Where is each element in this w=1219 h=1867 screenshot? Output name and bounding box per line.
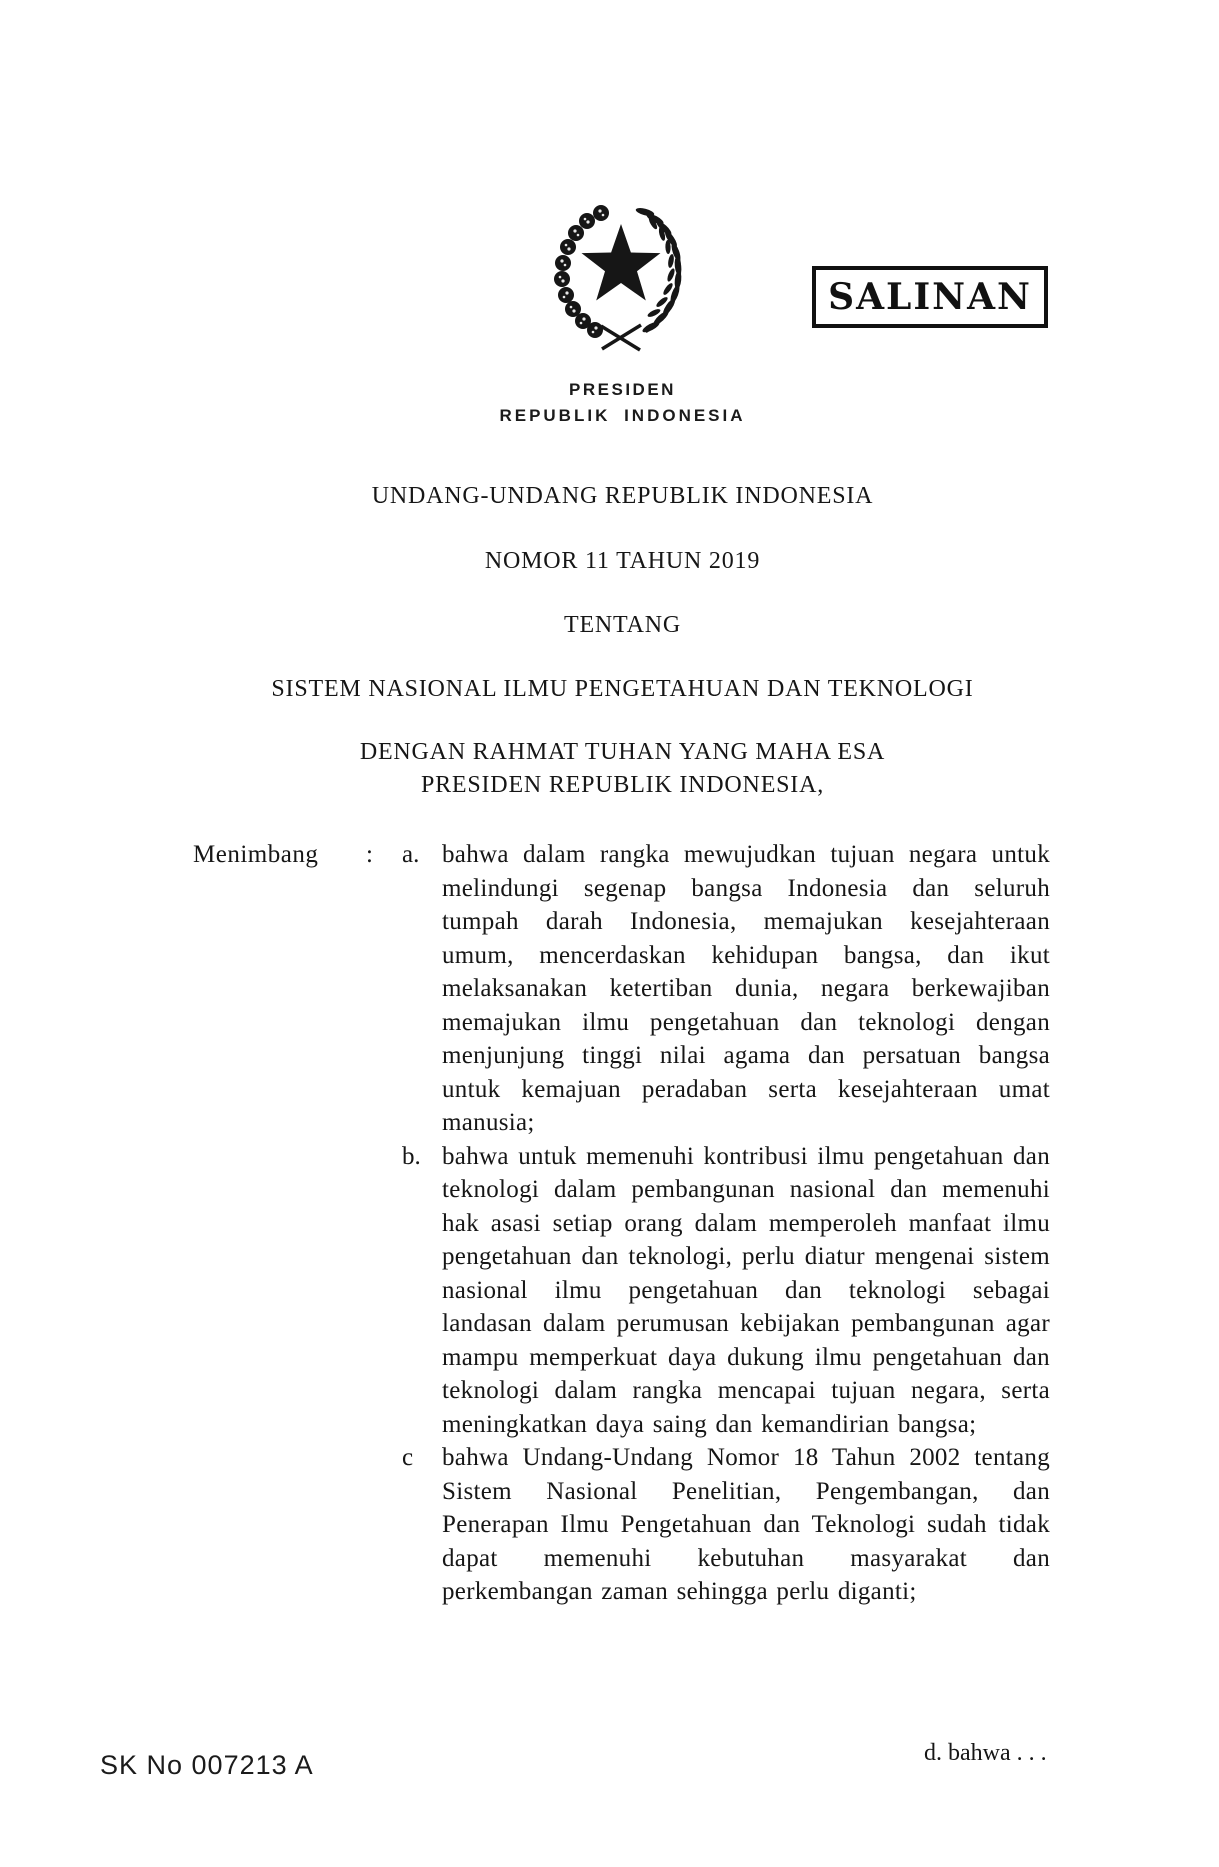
star-wreath-icon: [545, 197, 697, 357]
sk-number: SK No 007213 A: [100, 1750, 314, 1780]
catchword: d. bahwa . . .: [924, 1740, 1047, 1766]
letterhead-presiden: PRESIDEN: [569, 380, 676, 399]
item-marker: c: [402, 1444, 414, 1471]
star-icon: [582, 224, 661, 301]
laurel-branch-icon: [635, 206, 682, 334]
salinan-label: SALINAN: [828, 276, 1032, 318]
cotton-branch-icon: [554, 205, 609, 338]
crossed-stems-icon: [601, 325, 641, 350]
doc-tentang: TENTANG: [564, 612, 681, 638]
considerans-item-a: [402, 838, 1050, 1140]
item-text: bahwa Undang-Undang Nomor 18 Tahun 2002 tentang Sistem Nasional Penelitian, Pengembangan, dan Penerapan Ilmu Pengetahuan dan Teknologi sudah tidak dapat memenuhi kebutuhan masyarakat dan perkembangan zaman sehingga perlu diganti;: [442, 1444, 1050, 1605]
doc-issuer: PRESIDEN REPUBLIK INDONESIA,: [420, 772, 825, 798]
considerans-item-b: [402, 1140, 1050, 1442]
considerans-items: [402, 838, 1050, 1609]
letterhead: [26, 380, 1219, 426]
item-marker: b.: [402, 1142, 421, 1170]
considerans-item-c: [402, 1441, 1050, 1609]
doc-number: NOMOR 11 TAHUN 2019: [484, 548, 761, 574]
item-text: bahwa dalam rangka mewujudkan tujuan negara untuk melindungi segenap bangsa Indonesia dan seluruh tumpah darah Indonesia, memajukan kesejahteraan umum, mencerdaskan kehidupan bangsa, dan ikut melaksanakan ketertiban dunia, negara berkewajiban memajukan ilmu pengetahuan dan teknologi dengan menjunjung tinggi nilai agama dan persatuan bangsa untuk kemajuan peradaban serta kesejahteraan umat manusia;: [442, 841, 1050, 1136]
item-marker: a.: [402, 841, 420, 868]
item-text: bahwa untuk memenuhi kontribusi ilmu pengetahuan dan teknologi dalam pembangunan nasional dan memenuhi hak asasi setiap orang dalam memperoleh manfaat ilmu pengetahuan dan teknologi, perlu diatur mengenai sistem nasional ilmu pengetahuan dan teknologi sebagai landasan dalam perumusan kebijakan pembangunan agar mampu memperkuat daya dukung ilmu pengetahuan dan teknologi dalam rangka mencapai tujuan negara, serta meningkatkan daya saing dan kemandirian bangsa;: [442, 1142, 1050, 1438]
presidential-emblem: [545, 197, 697, 357]
doc-title: UNDANG-UNDANG REPUBLIK INDONESIA: [371, 483, 874, 509]
salinan-stamp: [812, 266, 1048, 328]
doc-invocation: DENGAN RAHMAT TUHAN YANG MAHA ESA: [359, 739, 886, 765]
letterhead-republik-indonesia: REPUBLIK INDONESIA: [499, 406, 746, 425]
menimbang-colon: :: [366, 841, 373, 868]
menimbang-label: Menimbang: [193, 841, 319, 868]
doc-subject: SISTEM NASIONAL ILMU PENGETAHUAN DAN TEKNOLOGI: [271, 676, 974, 702]
